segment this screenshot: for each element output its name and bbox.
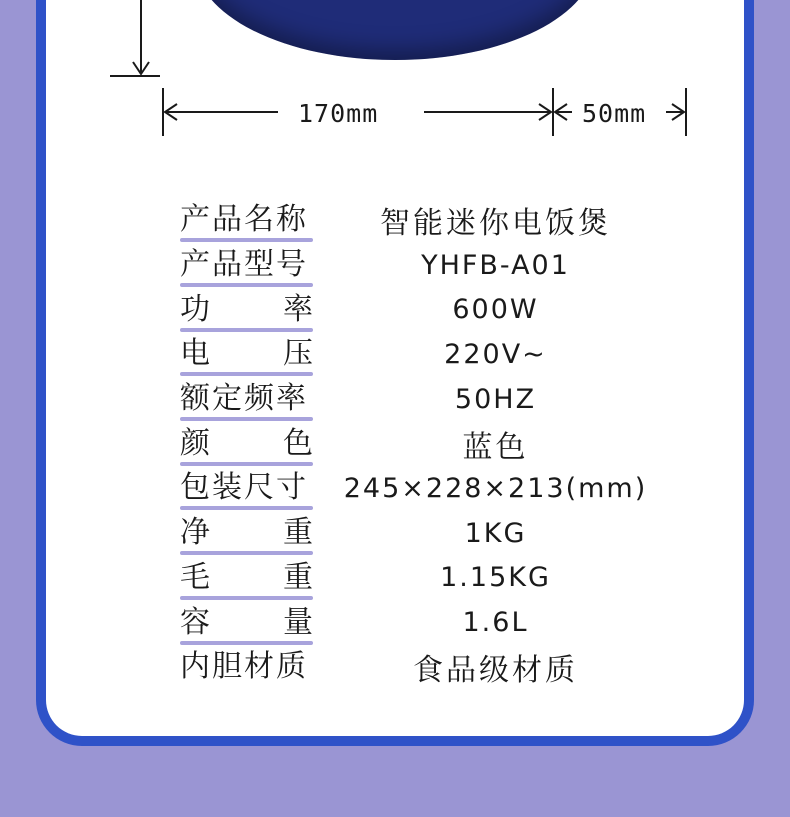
spec-row	[180, 556, 660, 601]
spec-row	[180, 198, 660, 243]
spec-value: 蓝色	[462, 429, 529, 465]
spec-label-char: 定	[212, 381, 244, 417]
spec-label	[180, 560, 313, 596]
spec-label	[180, 247, 313, 283]
spec-row	[180, 600, 660, 645]
spec-label-char: 型	[244, 247, 276, 283]
spec-label-char: 毛	[180, 559, 210, 595]
spec-label-char: 率	[276, 381, 308, 417]
spec-label-char: 称	[276, 202, 308, 238]
spec-label-char: 尺	[244, 470, 276, 506]
spec-label-char: 包	[180, 470, 212, 506]
spec-value: 1.15KG	[440, 562, 551, 594]
spec-label-char: 额	[180, 381, 212, 417]
spec-label-char: 产	[180, 202, 212, 238]
spec-label-char: 重	[283, 515, 313, 551]
spec-row	[180, 377, 660, 422]
dimension-lines	[0, 0, 790, 160]
spec-label	[180, 649, 313, 685]
spec-row	[180, 466, 660, 511]
spec-label-char: 质	[276, 649, 308, 685]
spec-label-char: 号	[276, 247, 308, 283]
spec-label	[180, 336, 313, 372]
spec-row	[180, 332, 660, 377]
spec-label-char: 材	[244, 649, 276, 685]
width-dimension-label: 170mm	[298, 99, 379, 128]
spec-value: 食品级材质	[413, 653, 578, 689]
spec-value: 245×228×213(mm)	[343, 472, 648, 504]
spec-label	[180, 470, 313, 506]
spec-label-char: 压	[283, 336, 313, 372]
spec-value: 220V~	[444, 338, 547, 370]
spec-label-char: 名	[244, 202, 276, 238]
spec-label-char: 寸	[276, 470, 308, 506]
spec-label-char: 品	[212, 247, 244, 283]
spec-row	[180, 243, 660, 288]
spec-label-char: 色	[283, 425, 313, 461]
spec-row	[180, 511, 660, 556]
spec-label	[180, 292, 313, 328]
spec-row	[180, 421, 660, 466]
spec-label-char: 量	[283, 604, 313, 640]
spec-label-char: 频	[244, 381, 276, 417]
spec-label	[180, 202, 313, 238]
spec-label	[180, 605, 313, 641]
spec-label-char: 装	[212, 470, 244, 506]
spec-label-char: 净	[180, 515, 210, 551]
spec-value: 1KG	[464, 517, 527, 549]
spec-table	[180, 198, 660, 690]
spec-label-char: 品	[212, 202, 244, 238]
spec-value: YHFB-A01	[421, 249, 570, 281]
spec-row	[180, 287, 660, 332]
spec-label-char: 功	[180, 291, 210, 327]
spec-label-char: 胆	[212, 649, 244, 685]
spec-label-char: 率	[283, 291, 313, 327]
spec-value: 智能迷你电饭煲	[380, 206, 611, 242]
spec-value: 600W	[452, 294, 539, 326]
spec-label	[180, 381, 313, 417]
spec-label-char: 内	[180, 649, 212, 685]
spec-label-char: 颜	[180, 425, 210, 461]
spec-value: 1.6L	[462, 607, 529, 639]
spec-label-char: 重	[283, 559, 313, 595]
spec-label-char: 产	[180, 247, 212, 283]
spec-value: 50HZ	[454, 383, 537, 415]
height-dimension-label: 50mm	[582, 99, 647, 128]
spec-label	[180, 426, 313, 462]
spec-label-char: 容	[180, 604, 210, 640]
spec-row	[180, 645, 660, 690]
spec-label	[180, 515, 313, 551]
spec-label-char: 电	[180, 336, 210, 372]
